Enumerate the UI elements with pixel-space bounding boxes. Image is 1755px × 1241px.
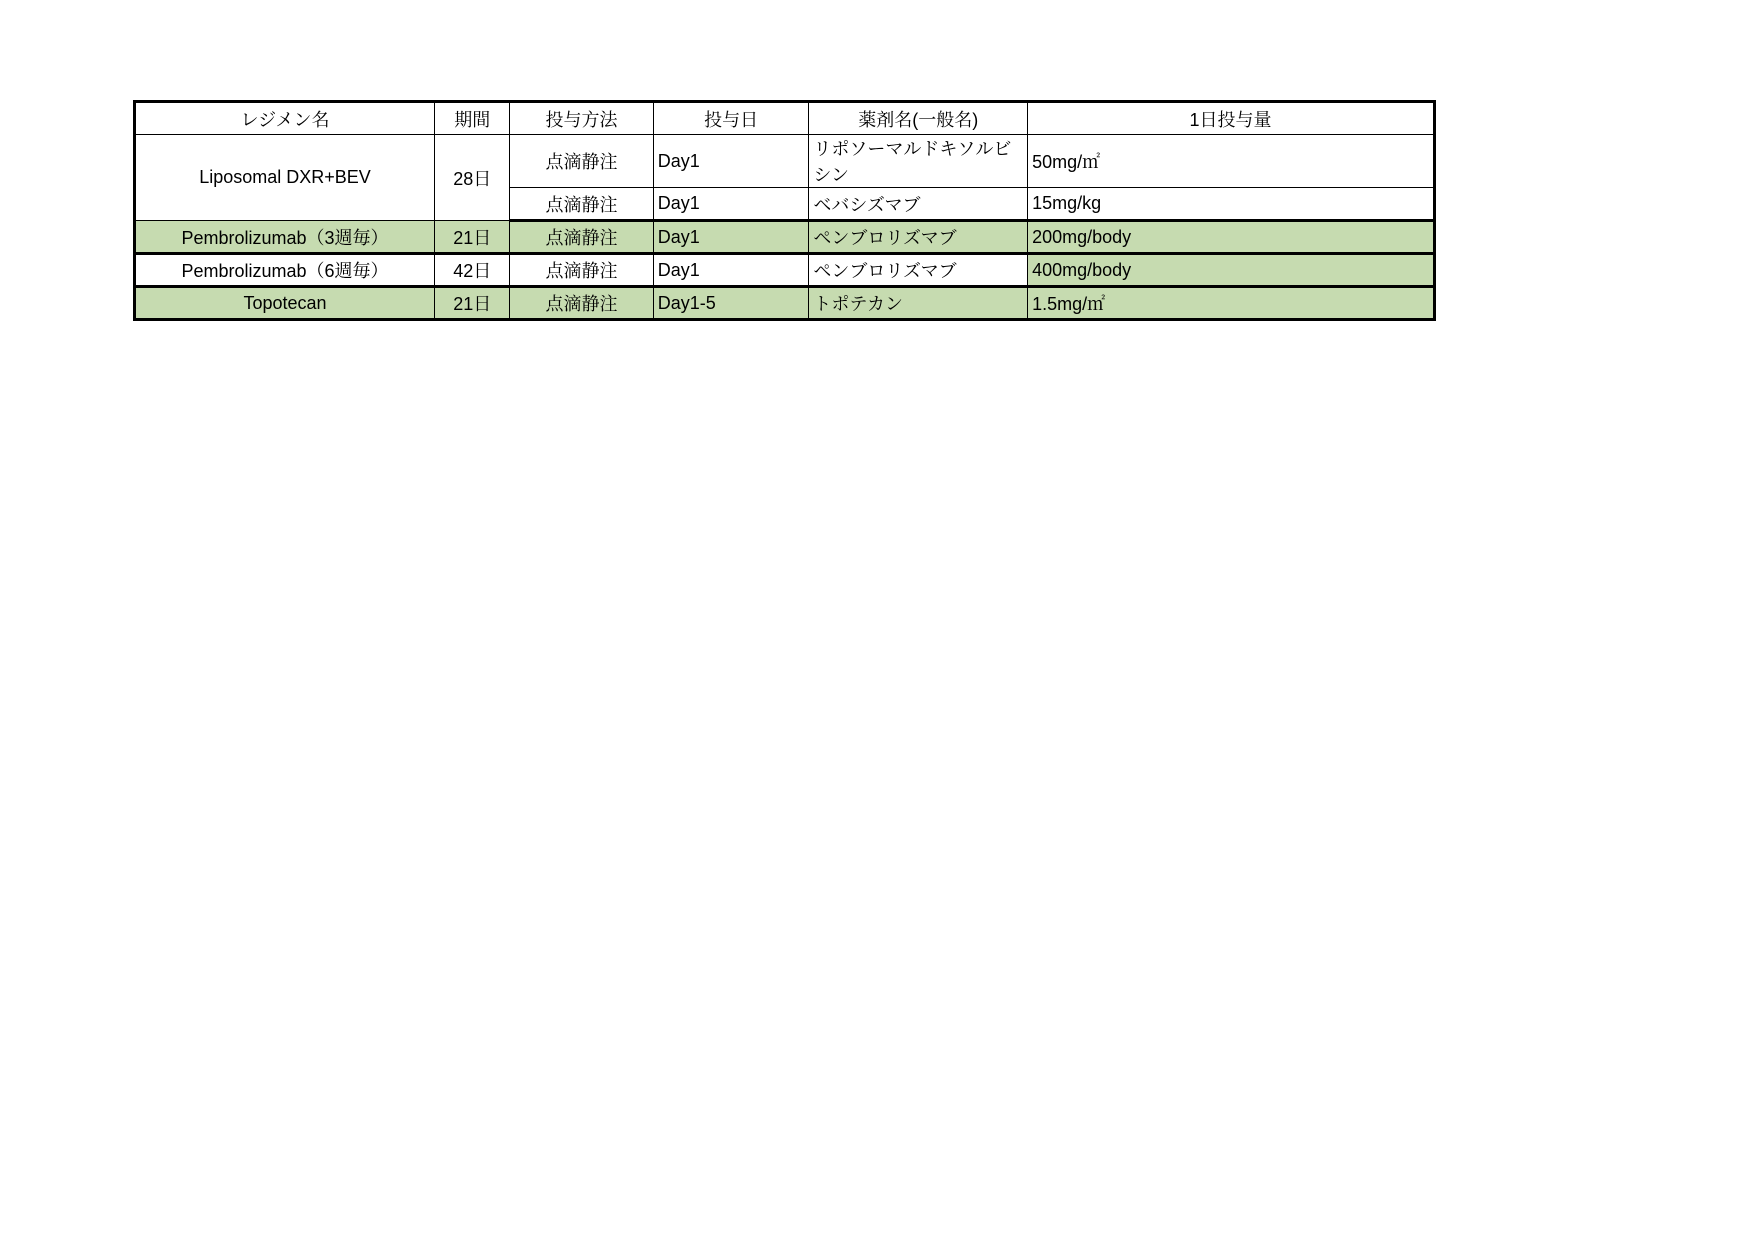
cell-daily-dose: 400mg/body xyxy=(1028,254,1435,287)
cell-method: 点滴静注 xyxy=(510,254,653,287)
cell-method: 点滴静注 xyxy=(510,287,653,320)
cell-regimen-name: Topotecan xyxy=(135,287,435,320)
cell-drug-name: ペンブロリズマブ xyxy=(809,221,1028,254)
table-header xyxy=(135,102,1435,135)
table-row xyxy=(135,221,1435,254)
cell-day: Day1 xyxy=(653,188,809,221)
header-row xyxy=(135,102,1435,135)
cell-period: 42日 xyxy=(435,254,510,287)
cell-drug-name: ベバシズマブ xyxy=(809,188,1028,221)
header-method: 投与方法 xyxy=(510,102,653,135)
cell-daily-dose: 200mg/body xyxy=(1028,221,1435,254)
header-regimen-name: レジメン名 xyxy=(135,102,435,135)
table-row xyxy=(135,254,1435,287)
cell-daily-dose: 1.5mg/㎡ xyxy=(1028,287,1435,320)
cell-day: Day1 xyxy=(653,221,809,254)
cell-drug-name: トポテカン xyxy=(809,287,1028,320)
cell-method: 点滴静注 xyxy=(510,135,653,188)
regimen-table-container xyxy=(133,100,1436,321)
header-period: 期間 xyxy=(435,102,510,135)
cell-drug-name: リポソーマルドキソルビシン xyxy=(809,135,1028,188)
cell-daily-dose: 15mg/kg xyxy=(1028,188,1435,221)
cell-regimen-name: Pembrolizumab（3週毎） xyxy=(135,221,435,254)
header-day: 投与日 xyxy=(653,102,809,135)
cell-daily-dose: 50mg/㎡ xyxy=(1028,135,1435,188)
cell-day: Day1-5 xyxy=(653,287,809,320)
table-row xyxy=(135,287,1435,320)
cell-drug-name: ペンブロリズマブ xyxy=(809,254,1028,287)
table-body xyxy=(135,135,1435,320)
cell-method: 点滴静注 xyxy=(510,221,653,254)
header-drug-name: 薬剤名(一般名) xyxy=(809,102,1028,135)
cell-period: 28日 xyxy=(435,135,510,221)
header-daily-dose: 1日投与量 xyxy=(1028,102,1435,135)
cell-method: 点滴静注 xyxy=(510,188,653,221)
cell-day: Day1 xyxy=(653,254,809,287)
cell-period: 21日 xyxy=(435,221,510,254)
table-row xyxy=(135,135,1435,188)
cell-period: 21日 xyxy=(435,287,510,320)
cell-regimen-name: Pembrolizumab（6週毎） xyxy=(135,254,435,287)
cell-regimen-name: Liposomal DXR+BEV xyxy=(135,135,435,221)
cell-day: Day1 xyxy=(653,135,809,188)
regimen-table xyxy=(133,100,1436,321)
